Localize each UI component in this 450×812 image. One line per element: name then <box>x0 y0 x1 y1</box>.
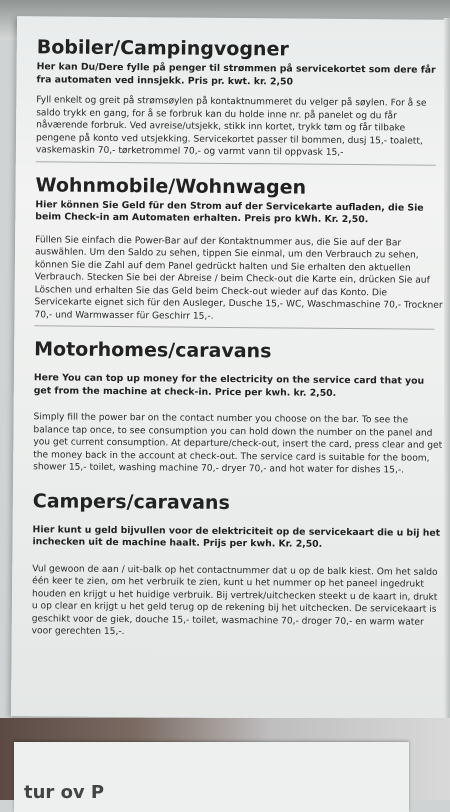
section-title: Wohnmobile/Wohnwagen <box>35 173 307 199</box>
section-title: Campers/caravans <box>32 489 230 514</box>
lower-sheet <box>14 742 409 812</box>
section-title: Motorhomes/caravans <box>34 338 272 363</box>
section-body: Fyll enkelt og greit på strømsøylen på kontaktnummeret du velger på søylen. For å se saldo trykk en gang, for å se forbruk kan du holde inne nr. på panelet og du får nåværende forbruk. Ved avreise/utsjekk, stikk inn kortet, trykk tøm og får tilbake pengene på konto ved utsjekking. Servicekortet passer til bommen, dusj 15,- toalett, vaskemaskin 70,- tørketrommel 70,- og varmt vann til oppvask 15,- <box>35 95 427 158</box>
section-lead: Here You can top up money for the electricity on the service card that you get from the machine at check-in. Price per kwh. kr. 2,50. <box>33 372 425 399</box>
notice-content <box>32 36 447 641</box>
section-dutch <box>32 490 443 642</box>
section-lead: Her kan Du/Dere fylle på penger til strømmen på servicekortet som dere får fra automaten ved innsjekk. Pris pr. kwt. kr. 2,50 <box>36 61 436 88</box>
section-title: Bobiler/Campingvogner <box>36 36 289 61</box>
section-divider <box>34 325 434 329</box>
bottom-fragment-text: tur ov P <box>24 782 105 803</box>
section-body: Vul gewoon de aan / uit-balk op het contactnummer dat u op de balk kiest. Om het saldo één keer te zien, om het verbruik te zien, kunt u het nummer op het paneel ingedrukt houden en krijgt u het huidige verbruik. Bij vertrek/uitchecken steekt u de kaart in, drukt u op clear en krijgt u het geld terug op de rekening bij het uitchecken. De servicekaart is geschikt voor de giek, douche 15,- toilet, wasmachine 70,- droger 70,- en warm water voor gerechten 15,-. <box>31 563 438 638</box>
notice-sheet <box>11 16 450 720</box>
section-english <box>33 338 444 477</box>
section-german <box>34 174 445 325</box>
section-body: Füllen Sie einfach die Power-Bar auf der Kontaktnummer aus, die Sie auf der Bar auswählen. Um den Saldo zu sehen, tippen Sie einmal, um den Verbrauch zu sehen, können Sie die Zahl auf dem Panel gedrückt halten und Sie erhalten den aktuellen Verbrauch. Stecken Sie bei der Abreise / beim Check-out die Karte ein, drücken Sie auf Löschen und erhalten Sie das Geld beim Check-out wieder auf das Konto. Die Servicekarte eignet sich für den Ausleger, Dusche 15,- WC, Waschmaschine 70,- Trockner 70,- und Warmwasser für Geschirr 15,-. <box>34 234 443 322</box>
section-lead: Hier können Sie Geld für den Strom auf der Servicekarte aufladen, die Sie beim Check-in am Automaten erhalten. Preis pro kWh. Kr. 2,50. <box>35 198 424 226</box>
section-lead: Hier kunt u geld bijvullen voor de elektriciteit op de servicekaart die u bij het inchecken uit de machine haalt. Prijs per kwh. Kr. 2,50. <box>32 523 441 550</box>
section-norwegian <box>36 36 447 160</box>
sheet-edge <box>444 18 450 718</box>
section-divider <box>36 161 436 165</box>
section-body: Simply fill the power bar on the contact number you choose on the bar. To see the balance tap once, to see consumption you can hold down the number on the panel and you get current consumption. At departure/check-out, insert the card, press clear and get the money back in the account at check-out. The service card is suitable for the boom, shower 15,- toilet, washing machine 70,- dryer 70,- and hot water for dishes 15,-. <box>33 412 443 476</box>
